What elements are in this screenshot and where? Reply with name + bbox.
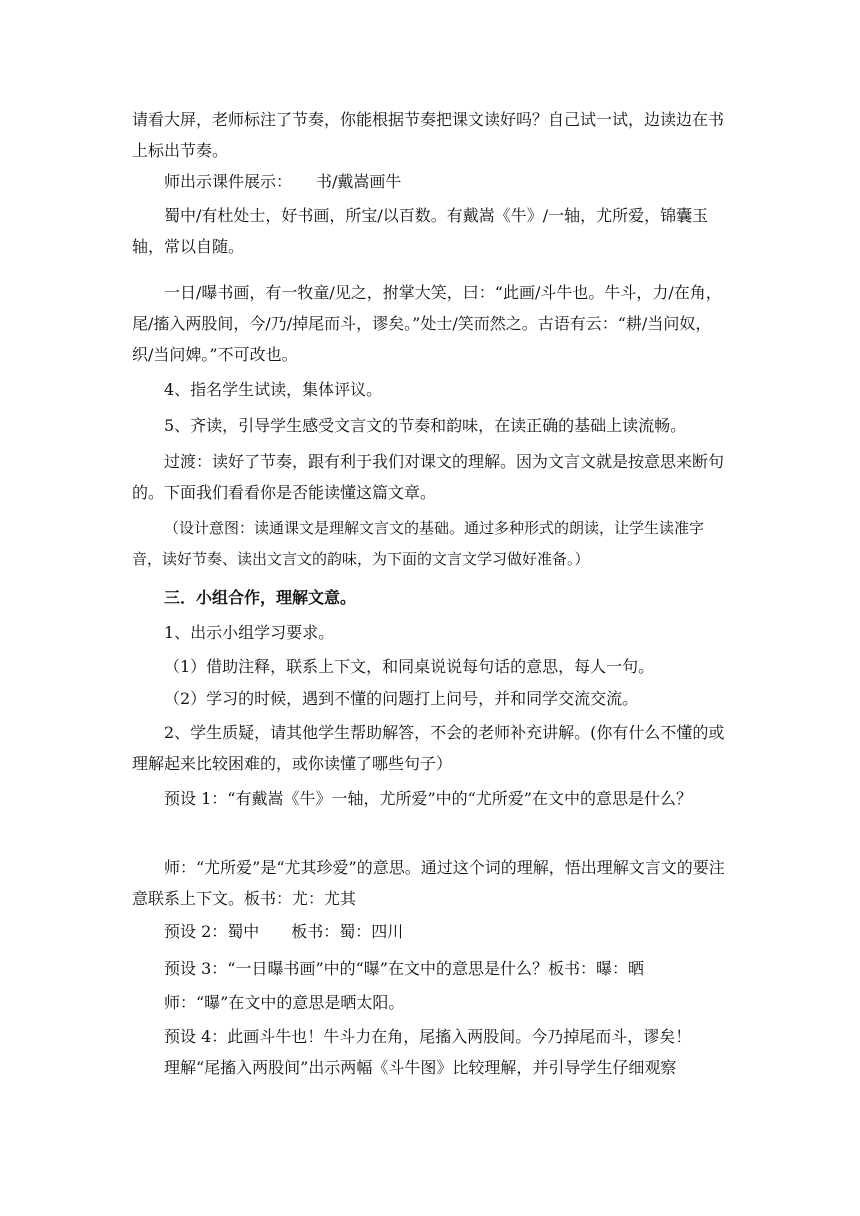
section-heading-group-work: 三．小组合作，理解文意。 [164, 588, 357, 607]
paragraph-comparison: 理解“尾搐入两股间”出示两幅《斗牛图》比较理解，并引导学生仔细观察 [164, 1058, 677, 1077]
paragraph-text-part1: 蜀中/有杜处士，好书画，所宝/以百数。有戴嵩《牛》/一轴，尤所爱，锦囊玉轴，常以自随。 [132, 206, 709, 256]
paragraph-teacher-explanation-1: 师：“尤所爱”是“尤其珍爱”的意思。通过这个词的理解，悟出理解文言文的要注意联系上下文。板书：尤：尤其 [132, 858, 725, 908]
paragraph-teacher-explanation-2: 师：“曝”在文中的意思是晒太阳。 [164, 993, 405, 1012]
paragraph-preset-2: 预设 2：蜀中 板书：蜀：四川 [164, 922, 404, 941]
paragraph-courseware-title: 师出示课件展示： 书/戴嵩画牛 [164, 172, 402, 191]
paragraph-rhythm-instruction: 请看大屏，老师标注了节奏，你能根据节奏把课文读好吗？自己试一试，边读边在书上标出节奏。 [132, 110, 725, 160]
paragraph-group-requirements: 1、出示小组学习要求。 [164, 623, 335, 642]
paragraph-step-5: 5、齐读，引导学生感受文言文的节奏和韵味，在读正确的基础上读流畅。 [164, 416, 687, 435]
paragraph-text-part2: 一日/曝书画，有一牧童/见之，拊掌大笑，曰：“此画/斗牛也。牛斗，力/在角，尾/搐入两股间，今/乃/掉尾而斗，谬矣。”处士/笑而然之。古语有云：“耕/当问奴，织/当问婢。”不可改也。 [132, 283, 722, 364]
paragraph-preset-4: 预设 4：此画斗牛也！牛斗力在角，尾搐入两股间。今乃掉尾而斗，谬矣！ [164, 1027, 692, 1046]
paragraph-questioning: 2、学生质疑，请其他学生帮助解答，不会的老师补充讲解。(你有什么不懂的或理解起来比较困难的，或你读懂了哪些句子） [132, 723, 725, 773]
paragraph-requirement-1: （1）借助注释，联系上下文，和同桌说说每句话的意思，每人一句。 [164, 657, 655, 676]
paragraph-step-4: 4、指名学生试读，集体评议。 [164, 380, 383, 399]
paragraph-transition: 过渡：读好了节奏，跟有利于我们对课文的理解。因为文言文就是按意思来断句的。下面我们看看你是否能读懂这篇文章。 [132, 452, 725, 502]
paragraph-preset-3: 预设 3：“一日曝书画”中的“曝”在文中的意思是什么？板书：曝：晒 [164, 959, 644, 978]
paragraph-design-intent: （设计意图：读通课文是理解文言文的基础。通过多种形式的朗读，让学生读准字音，读好节奏、读出文言文的韵味，为下面的文言文学习做好准备。） [132, 519, 705, 568]
paragraph-preset-1: 预设 1：“有戴嵩《牛》一轴，尤所爱”中的“尤所爱”在文中的意思是什么？ [164, 789, 692, 808]
paragraph-requirement-2: （2）学习的时候，遇到不懂的问题打上问号，并和同学交流交流。 [164, 689, 639, 708]
